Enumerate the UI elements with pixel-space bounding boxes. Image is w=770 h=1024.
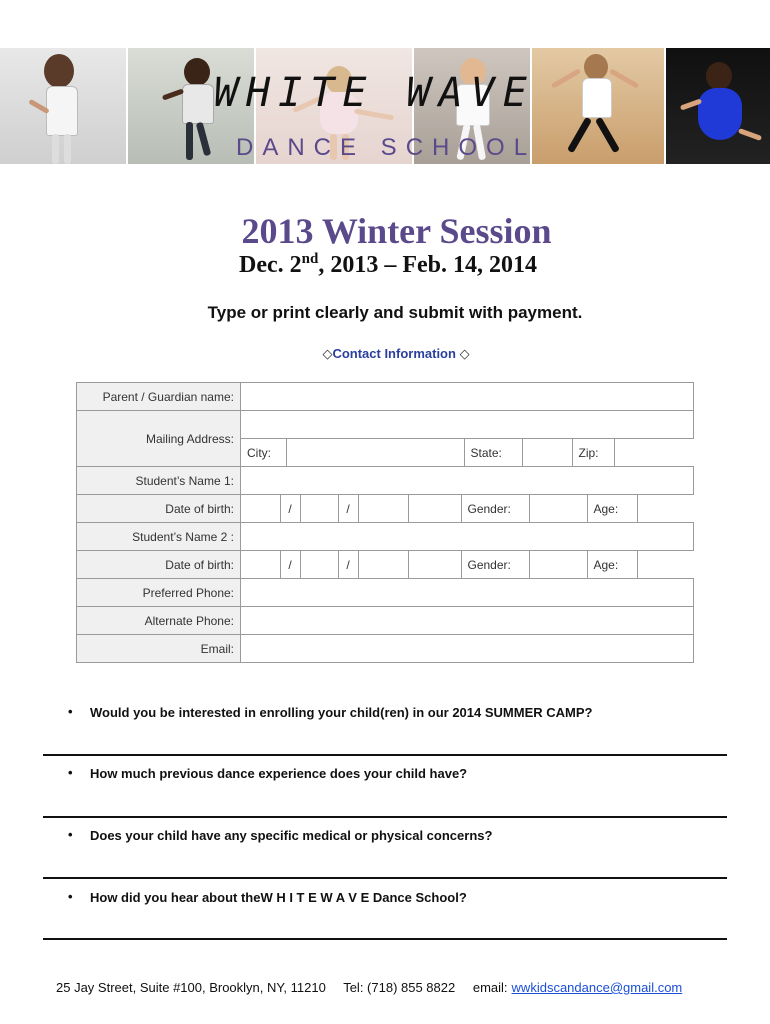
parent-name-field[interactable] bbox=[241, 383, 694, 411]
dates-end: , 2013 – Feb. 14, 2014 bbox=[318, 252, 537, 278]
student1-name-field[interactable] bbox=[241, 467, 694, 495]
dob1-year-field[interactable] bbox=[358, 495, 408, 522]
contact-form bbox=[76, 382, 694, 663]
dob2-label: Date of birth: bbox=[77, 551, 241, 579]
dancer-photo-5 bbox=[532, 48, 664, 164]
email-field[interactable] bbox=[241, 635, 694, 663]
bullet-icon: • bbox=[68, 704, 73, 719]
brand-subtitle: DANCE SCHOOL bbox=[236, 134, 537, 161]
date-separator: / bbox=[280, 495, 300, 522]
dancer-photo-1 bbox=[0, 48, 126, 164]
age2-label: Age: bbox=[587, 551, 637, 578]
answer-line-dance-experience[interactable] bbox=[43, 816, 727, 818]
gender2-label: Gender: bbox=[461, 551, 529, 578]
student1-name-label: Student’s Name 1: bbox=[77, 467, 241, 495]
dob1-day-field[interactable] bbox=[300, 495, 338, 522]
dob2-row bbox=[241, 551, 694, 579]
session-dates bbox=[0, 252, 770, 279]
answer-line-referral[interactable] bbox=[43, 938, 727, 940]
alternate-phone-label: Alternate Phone: bbox=[77, 607, 241, 635]
header-banner bbox=[0, 48, 770, 164]
session-title: 2013 Winter Session bbox=[241, 211, 552, 251]
dancer-photo-6 bbox=[666, 48, 770, 164]
preferred-phone-label: Preferred Phone: bbox=[77, 579, 241, 607]
zip-field[interactable] bbox=[614, 439, 694, 466]
dob2-year-field[interactable] bbox=[358, 551, 408, 578]
dob1-year-extra[interactable] bbox=[408, 495, 461, 522]
diamond-right-icon: ◇ bbox=[459, 346, 470, 361]
state-field[interactable] bbox=[522, 439, 572, 466]
age1-field[interactable] bbox=[637, 495, 694, 522]
dob1-month-field[interactable] bbox=[241, 495, 280, 522]
answer-line-medical-concerns[interactable] bbox=[43, 877, 727, 879]
answer-line-summer-camp[interactable] bbox=[43, 754, 727, 756]
instruction-text: Type or print clearly and submit with payment. bbox=[207, 303, 583, 322]
date-separator: / bbox=[338, 495, 358, 522]
footer-email-link[interactable]: wwkidscandance@gmail.com bbox=[511, 980, 683, 995]
footer-phone: Tel: (718) 855 8822 bbox=[343, 980, 456, 995]
age1-label: Age: bbox=[587, 495, 637, 522]
dates-start: Dec. 2 bbox=[239, 252, 302, 278]
bullet-icon: • bbox=[68, 889, 73, 904]
gender1-field[interactable] bbox=[529, 495, 587, 522]
diamond-left-icon: ◇ bbox=[322, 346, 333, 361]
mailing-address-label: Mailing Address: bbox=[77, 411, 241, 467]
zip-label: Zip: bbox=[572, 439, 614, 466]
student2-name-field[interactable] bbox=[241, 523, 694, 551]
dob2-month-field[interactable] bbox=[241, 551, 280, 578]
email-label: Email: bbox=[77, 635, 241, 663]
question-text: How did you hear about theW H I T E W A V E Dance School? bbox=[90, 890, 467, 905]
date-separator: / bbox=[280, 551, 300, 578]
contact-section-header bbox=[0, 346, 770, 362]
bullet-icon: • bbox=[68, 827, 73, 842]
dob1-label: Date of birth: bbox=[77, 495, 241, 523]
age2-field[interactable] bbox=[637, 551, 694, 578]
city-state-zip-row bbox=[241, 439, 694, 467]
dob1-row bbox=[241, 495, 694, 523]
student2-name-label: Student’s Name 2 : bbox=[77, 523, 241, 551]
brand-title: WHITE WAVE bbox=[214, 70, 535, 116]
contact-section-label: Contact Information bbox=[332, 346, 456, 361]
city-field[interactable] bbox=[286, 439, 464, 466]
date-separator: / bbox=[338, 551, 358, 578]
alternate-phone-field[interactable] bbox=[241, 607, 694, 635]
parent-label: Parent / Guardian name: bbox=[77, 383, 241, 411]
question-text: How much previous dance experience does your child have? bbox=[90, 766, 468, 781]
bullet-icon: • bbox=[68, 765, 73, 780]
mailing-address-field[interactable] bbox=[241, 411, 694, 439]
gender2-field[interactable] bbox=[529, 551, 587, 578]
preferred-phone-field[interactable] bbox=[241, 579, 694, 607]
dob2-day-field[interactable] bbox=[300, 551, 338, 578]
question-text: Would you be interested in enrolling your child(ren) in our 2014 SUMMER CAMP? bbox=[90, 705, 593, 720]
city-label: City: bbox=[241, 439, 286, 466]
dob2-year-extra[interactable] bbox=[408, 551, 461, 578]
footer-email-label: email: bbox=[472, 980, 508, 995]
footer-address: 25 Jay Street, Suite #100, Brooklyn, NY, 11210 bbox=[56, 980, 326, 995]
dates-ordinal: nd bbox=[301, 251, 319, 267]
question-text: Does your child have any specific medical or physical concerns? bbox=[90, 828, 493, 843]
state-label: State: bbox=[464, 439, 522, 466]
gender1-label: Gender: bbox=[461, 495, 529, 522]
footer-contact bbox=[56, 980, 696, 995]
